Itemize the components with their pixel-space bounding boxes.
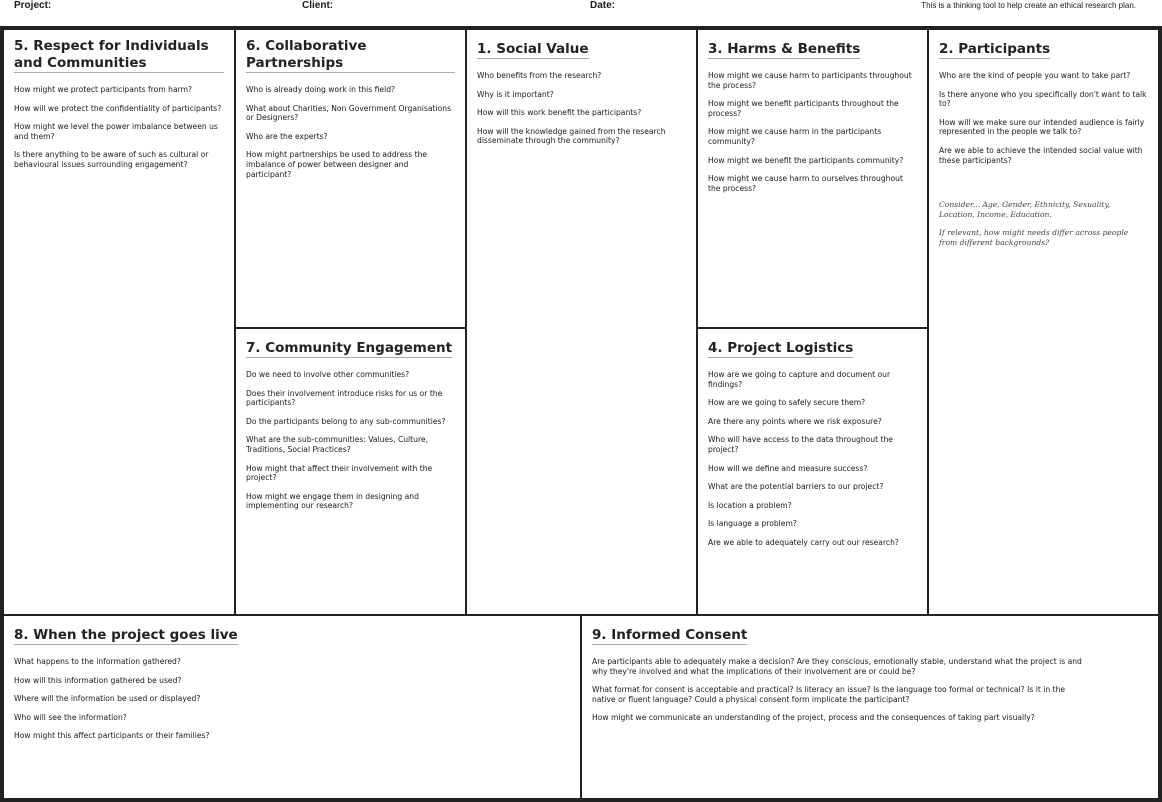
section-community bbox=[236, 329, 465, 614]
section-consent bbox=[582, 616, 1158, 798]
question: How might we protect participants from harm? bbox=[14, 85, 193, 94]
section-title: 5. Respect for Individuals and Communities bbox=[14, 38, 224, 73]
question: How might we cause harm in the participants community? bbox=[708, 127, 882, 146]
date-label: Date: bbox=[590, 0, 616, 11]
question: Who is already doing work in this field? bbox=[246, 85, 396, 94]
question: Does their involvement introduce risks for us or the participants? bbox=[246, 388, 443, 408]
question: How might we communicate an understanding of the project, process and the consequences of taking part visually? bbox=[592, 713, 1035, 723]
project-label: Project: bbox=[14, 0, 52, 11]
question: Who will have access to the data throughout the project? bbox=[708, 435, 893, 454]
question: How might partnerships be used to address the imbalance of power between designer and participant? bbox=[246, 150, 428, 179]
section-title: 3. Harms & Benefits bbox=[708, 41, 861, 57]
question: Who are the kind of people you want to take part? bbox=[939, 71, 1131, 80]
question: What are the sub-communities: Values, Culture, Traditions, Social Practices? bbox=[246, 435, 428, 454]
question: Are there any points where we risk exposure? bbox=[708, 416, 882, 426]
question: Do we need to involve other communities? bbox=[246, 370, 410, 379]
section-collab bbox=[236, 30, 465, 327]
question: How might we cause harm to participants throughout the process? bbox=[708, 71, 912, 90]
section-participants bbox=[929, 30, 1158, 614]
question: How might we benefit participants throughout the process? bbox=[708, 99, 899, 118]
question: Who benefits from the research? bbox=[477, 71, 602, 80]
section-title: 6. Collaborative Partnerships bbox=[246, 38, 455, 73]
question: Do the participants belong to any sub-communities? bbox=[246, 416, 446, 426]
question: How might we level the power imbalance between us and them? bbox=[14, 122, 218, 141]
client-label: Client: bbox=[302, 0, 334, 11]
question: What format for consent is acceptable and practical? Is literacy an issue? Is the language too formal or technical? Is it in the native or fluent language? Could a physical consent form implicate the participant? bbox=[592, 685, 1066, 704]
section-title: 2. Participants bbox=[939, 41, 1051, 57]
question: What about Charities, Non Government Organisations or Designers? bbox=[246, 103, 452, 123]
question: How will this information gathered be used? bbox=[14, 675, 182, 685]
question: How might this affect participants or their families? bbox=[14, 731, 210, 741]
section-logistics bbox=[698, 329, 927, 614]
section-title: 9. Informed Consent bbox=[592, 627, 748, 643]
question: Who will see the information? bbox=[14, 712, 127, 722]
section-title: 1. Social Value bbox=[477, 41, 589, 57]
question: Is language a problem? bbox=[708, 519, 797, 529]
section-respect bbox=[4, 30, 234, 614]
question: Who are the experts? bbox=[246, 131, 328, 141]
section-live bbox=[4, 616, 580, 798]
section-title: 8. When the project goes live bbox=[14, 627, 238, 643]
question: What are the potential barriers to our project? bbox=[708, 482, 884, 492]
question: Is location a problem? bbox=[708, 500, 792, 510]
question: How might we cause harm to ourselves throughout the process? bbox=[708, 174, 903, 193]
header-note: This is a thinking tool to help create an ethical research plan. bbox=[921, 1, 1136, 10]
question: Are participants able to adequately make a decision? Are they conscious, emotionally stable, understand what the project is and why they're involved and what the implications of their involvement are or could be? bbox=[592, 657, 1082, 676]
question: How might we engage them in designing and implementing our research? bbox=[246, 491, 419, 511]
question: How might that affect their involvement with the project? bbox=[246, 463, 433, 483]
question: Are we able to adequately carry out our research? bbox=[708, 537, 899, 547]
section-title: 4. Project Logistics bbox=[708, 340, 854, 356]
question: Is there anyone who you specifically don't want to talk to? bbox=[939, 89, 1147, 109]
question: Why is it important? bbox=[477, 89, 554, 99]
consider-note: If relevant, how might needs differ across people from different backgrounds? bbox=[939, 228, 1129, 247]
question: How will this work benefit the participants? bbox=[477, 108, 642, 118]
question: Where will the information be used or displayed? bbox=[14, 694, 201, 704]
question: How are we going to safely secure them? bbox=[708, 398, 866, 408]
question: How are we going to capture and document our findings? bbox=[708, 370, 891, 389]
question: How will we protect the confidentiality of participants? bbox=[14, 103, 222, 113]
section-harms bbox=[698, 30, 927, 327]
question: How will we make sure our intended audience is fairly represented in the people we talk to? bbox=[939, 117, 1145, 137]
question: How might we benefit the participants community? bbox=[708, 155, 904, 165]
question: Are we able to achieve the intended social value with these participants? bbox=[939, 145, 1143, 165]
consider-note: Consider... Age, Gender, Ethnicity, Sexuality, Location, Income, Education. bbox=[939, 200, 1111, 219]
question: Is there anything to be aware of such as cultural or behavioural issues surrounding engagement? bbox=[14, 150, 209, 169]
section-title: 7. Community Engagement bbox=[246, 340, 453, 356]
question: What happens to the information gathered? bbox=[14, 657, 181, 666]
question: How will the knowledge gained from the research disseminate through the community? bbox=[477, 126, 666, 146]
section-social bbox=[467, 30, 696, 614]
question: How will we define and measure success? bbox=[708, 463, 868, 473]
